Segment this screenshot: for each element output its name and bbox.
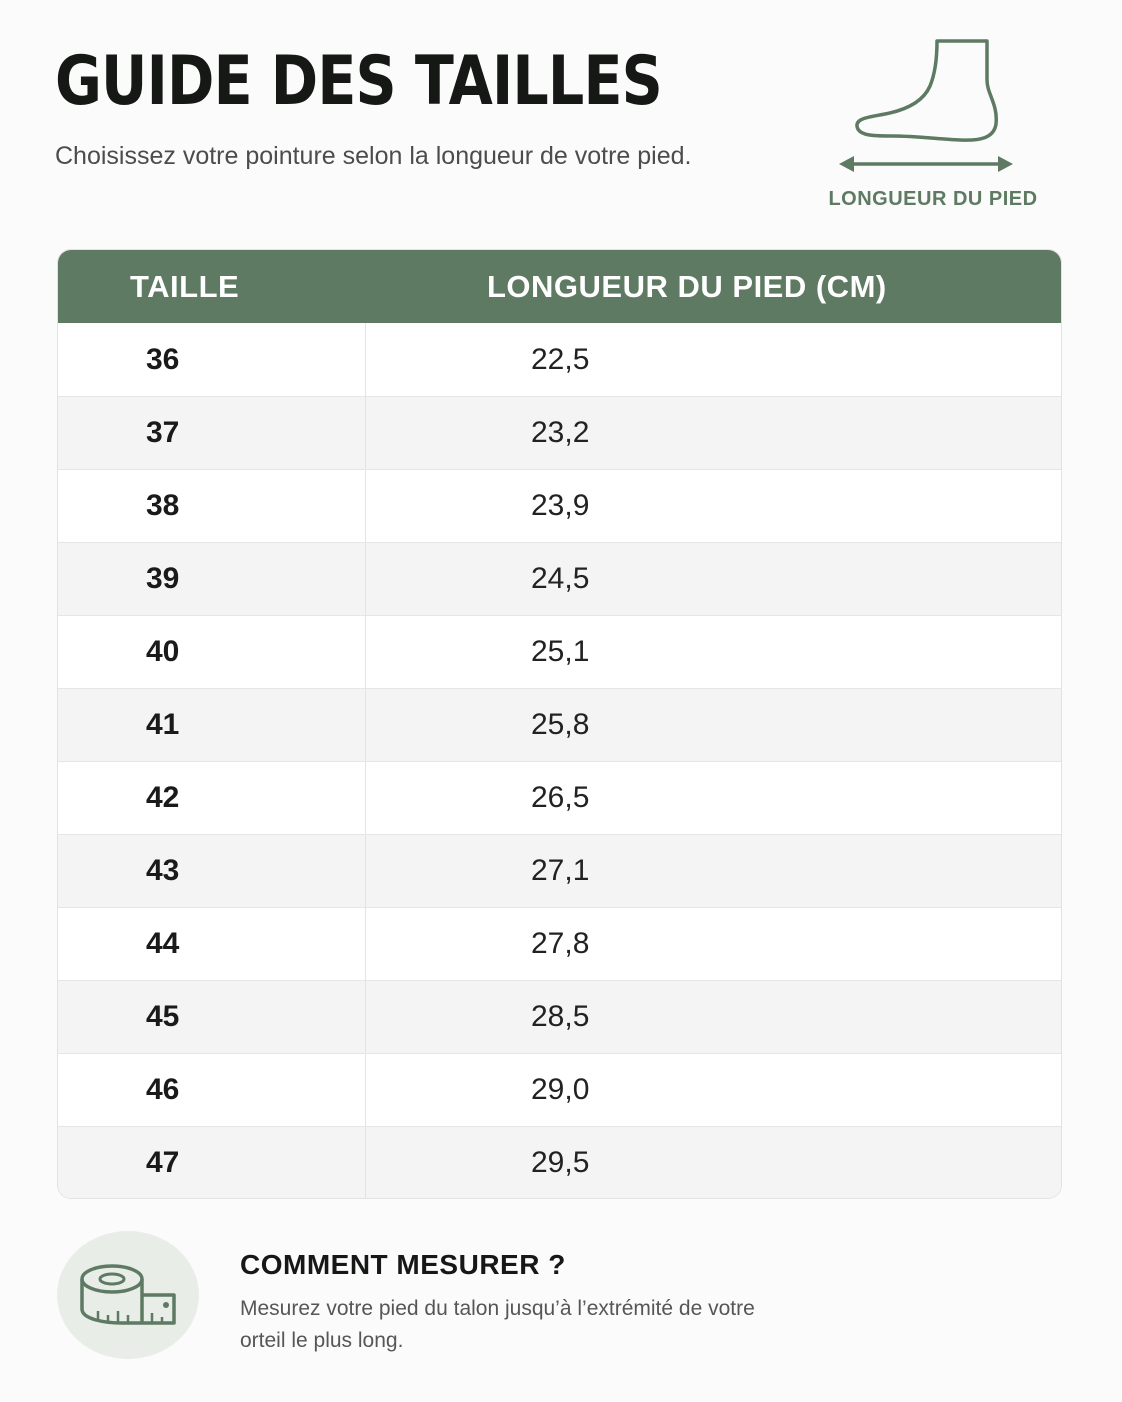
column-header-size: TAILLE — [130, 268, 240, 304]
length-cell: 29,0 — [531, 1073, 590, 1106]
table-row — [58, 1126, 1061, 1199]
foot-length-label: LONGUEUR DU PIED — [828, 188, 1038, 210]
size-cell: 43 — [58, 835, 366, 907]
table-row — [58, 469, 1061, 542]
table-row — [58, 615, 1061, 688]
table-row — [58, 323, 1061, 396]
measure-text: Mesurez votre pied du talon jusqu’à l’extrémité de votre orteil le plus long. — [240, 1297, 755, 1352]
table-row — [58, 688, 1061, 761]
size-table — [57, 249, 1062, 1199]
foot-icon — [820, 32, 1050, 182]
table-row — [58, 907, 1061, 980]
size-cell: 36 — [58, 323, 366, 396]
measure-instructions — [57, 1231, 1057, 1361]
table-row — [58, 542, 1061, 615]
page-header — [55, 40, 815, 171]
size-cell: 47 — [58, 1127, 366, 1199]
measure-title: COMMENT MESURER ? — [240, 1249, 566, 1280]
length-cell: 22,5 — [531, 342, 590, 376]
table-row — [58, 396, 1061, 469]
size-cell: 40 — [58, 616, 366, 688]
length-cell: 25,8 — [531, 708, 590, 741]
table-row — [58, 1053, 1061, 1126]
page-title: GUIDE DES TAILLES — [55, 42, 662, 121]
size-cell: 41 — [58, 689, 366, 761]
size-cell: 42 — [58, 762, 366, 834]
table-row — [58, 834, 1061, 907]
length-cell: 23,2 — [531, 416, 590, 449]
length-cell: 26,5 — [531, 781, 590, 814]
table-row — [58, 761, 1061, 834]
page-subtitle: Choisissez votre pointure selon la longueur de votre pied. — [55, 142, 692, 170]
length-cell: 29,5 — [531, 1146, 590, 1179]
foot-length-figure — [820, 32, 1050, 222]
length-cell: 24,5 — [531, 562, 590, 595]
size-cell: 39 — [58, 543, 366, 615]
length-cell: 23,9 — [531, 489, 590, 522]
length-cell: 27,1 — [531, 854, 590, 887]
size-cell: 46 — [58, 1054, 366, 1126]
table-body — [58, 323, 1061, 1199]
size-cell: 45 — [58, 981, 366, 1053]
size-cell: 37 — [58, 397, 366, 469]
column-header-length: LONGUEUR DU PIED (CM) — [487, 268, 887, 304]
table-header — [58, 250, 1061, 323]
measuring-tape-icon — [78, 1261, 178, 1327]
size-cell: 38 — [58, 470, 366, 542]
length-cell: 28,5 — [531, 1000, 590, 1033]
measuring-tape-badge — [57, 1231, 199, 1359]
table-row — [58, 980, 1061, 1053]
size-cell: 44 — [58, 908, 366, 980]
length-cell: 25,1 — [531, 635, 590, 668]
length-cell: 27,8 — [531, 927, 590, 960]
